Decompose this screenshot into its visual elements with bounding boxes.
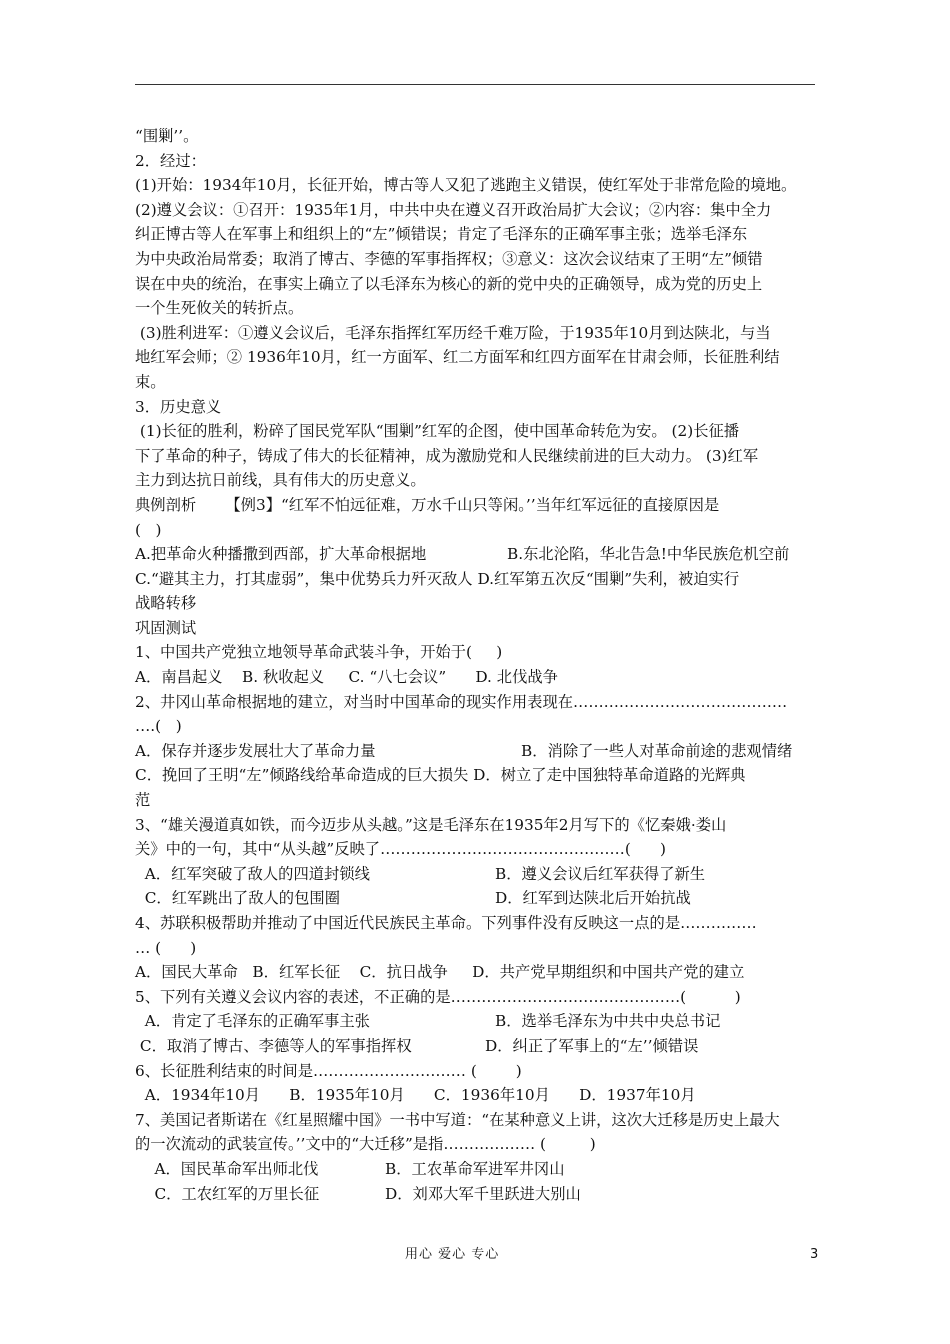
option-row: C．取消了博古、李德等人的军事指挥权 D．纠正了军事上的“左’’倾错误 [135,1034,825,1059]
text-line: 主力到达抗日前线，具有伟大的历史意义。 [135,471,426,490]
text-line: 束。 [135,372,166,391]
option-d: D．纠正了军事上的“左’’倾错误 [485,1036,699,1055]
document-body [135,124,825,1206]
section-heading-quiz: 巩固测试 [135,618,197,637]
text-line: 一个生死攸关的转折点。 [135,299,304,318]
question-2: 2、井冈山革命根据地的建立，对当时中国革命的现实作用表现在…………………………………… [135,692,788,711]
header-rule [135,84,815,85]
option-row: A．红军突破了敌人的四道封锁线 B．遵义会议后红军获得了新生 [135,862,825,887]
option-row: C.“避其主力，打其虚弱”，集中优势兵力歼灭敌人 D.红军第五次反“围剿”失利，被迫实行 [135,569,740,588]
text-line: 误在中央的统治，在事实上确立了以毛泽东为核心的新的党中央的正确领导，成为党的历史上 [135,274,763,293]
question-5: 5、下列有关遵义会议内容的表述，不正确的是………………………………………( ) [135,987,741,1006]
text-line: 为中央政治局常委；取消了博古、李德的军事指挥权；③意义：这次会议结束了王明“左”倾错 [135,249,763,268]
option-row: A．保存并逐步发展壮大了革命力量 B．消除了一些人对革命前途的悲观情绪 [135,739,825,764]
text-line: … ( ) [135,938,197,957]
text-line: (2)遵义会议：①召开：1935年1月，中共中央在遵义召开政治局扩大会议；②内容：集中全力 [135,200,772,219]
text-line: (3)胜利进军：①遵义会议后，毛泽东指挥红军历经千难万险，于1935年10月到达陕北，与当 [135,323,771,342]
footer-text: 用心 爱心 专心 [405,1247,500,1262]
option-row: A．国民革命军出师北伐 B．工农革命军进军井冈山 [135,1157,825,1182]
text-line: (1)开始：1934年10月，长征开始，博古等人又犯了逃跑主义错误，使红军处于非常危险的境地。 [135,176,797,195]
option-row: A．肯定了毛泽东的正确军事主张 B．选举毛泽东为中共中央总书记 [135,1009,825,1034]
question-4: 4、苏联积极帮助并推动了中国近代民族民主革命。下列事件没有反映这一点的是…………… [135,914,757,932]
option-b: B．选举毛泽东为中共中央总书记 [495,1012,721,1031]
question-3: 3、“雄关漫道真如铁，而今迈步从头越。”这是毛泽东在1935年2月写下的《忆秦娥·娄山 [135,815,727,834]
option-row: A．国民大革命 B．红军长征 C．抗日战争 D．共产党早期组织和中国共产党的建立 [135,963,745,982]
text-line: 的一次流动的武装宣传。’’文中的“大迁移”是指……………… ( ) [135,1135,596,1154]
option-b: B．遵义会议后红军获得了新生 [495,864,706,883]
text-line: 纠正博古等人在军事上和组织上的“左”倾错误；肯定了毛泽东的正确军事主张；选举毛泽东 [135,225,748,244]
option-b: B．消除了一些人对革命前途的悲观情绪 [521,741,793,760]
option-row: C．挽回了王明“左”倾路线给革命造成的巨大损失 D．树立了走中国独特革命道路的光辉典 [135,766,746,785]
option-row: C．红军跳出了敌人的包围圈 D．红军到达陕北后开始抗战 [135,886,825,911]
option-d: D．刘邓大军千里跃进大别山 [385,1184,581,1203]
section-heading-significance: 3．历史意义 [135,397,222,416]
page-footer [0,1245,950,1265]
question-7: 7、美国记者斯诺在《红星照耀中国》一书中写道：“在某种意义上讲，这次大迁移是历史上最大 [135,1110,780,1129]
question-6: 6、长征胜利结束的时间是………………………… ( ) [135,1061,522,1080]
section-heading-process: 2．经过： [135,151,206,170]
text-line: “围剿’’。 [135,127,199,145]
option-row: A．1934年10月 B．1935年10月 C．1936年10月 D．1937年10月 [135,1086,696,1105]
option-d: D．红军到达陕北后开始抗战 [495,889,691,908]
option-row: A．南昌起义 B. 秋收起义 C. “八七会议” D. 北伐战争 [135,668,558,687]
text-line: 地红军会师；② 1936年10月，红一方面军、红二方面军和红四方面军在甘肃会师，长征胜利结 [135,348,780,367]
text-line: 关》中的一句，其中“从头越”反映了…………………………………………( ) [135,840,666,859]
text-line: (1)长征的胜利，粉碎了国民党军队“围剿”红军的企图，使中国革命转危为安。 (2)长征播 [135,422,740,441]
option-b: B．工农革命军进军井冈山 [385,1159,565,1178]
page-number: 3 [810,1247,819,1262]
text-line: 范 [135,791,151,810]
option-b: B.东北沦陷，华北告急!中华民族危机空前 [507,545,790,564]
text-line: ….( ) [135,717,182,736]
answer-blank: ( ) [135,520,162,539]
option-row: C．工农红军的万里长征 D．刘邓大军千里跃进大别山 [135,1182,825,1207]
example-question: 典例剖析 【例3】“红军不怕远征难，万水千山只等闲。’’当年红军远征的直接原因是 [135,495,720,514]
question-1: 1、中国共产党独立地领导革命武装斗争，开始于( ) [135,643,503,662]
option-row: A.把革命火种播撒到西部，扩大革命根据地 B.东北沦陷，华北告急!中华民族危机空前 [135,542,825,567]
text-line: 战略转移 [135,594,197,613]
text-line: 下了革命的种子，铸成了伟大的长征精神，成为激励党和人民继续前进的巨大动力。 (3)红军 [135,446,759,465]
